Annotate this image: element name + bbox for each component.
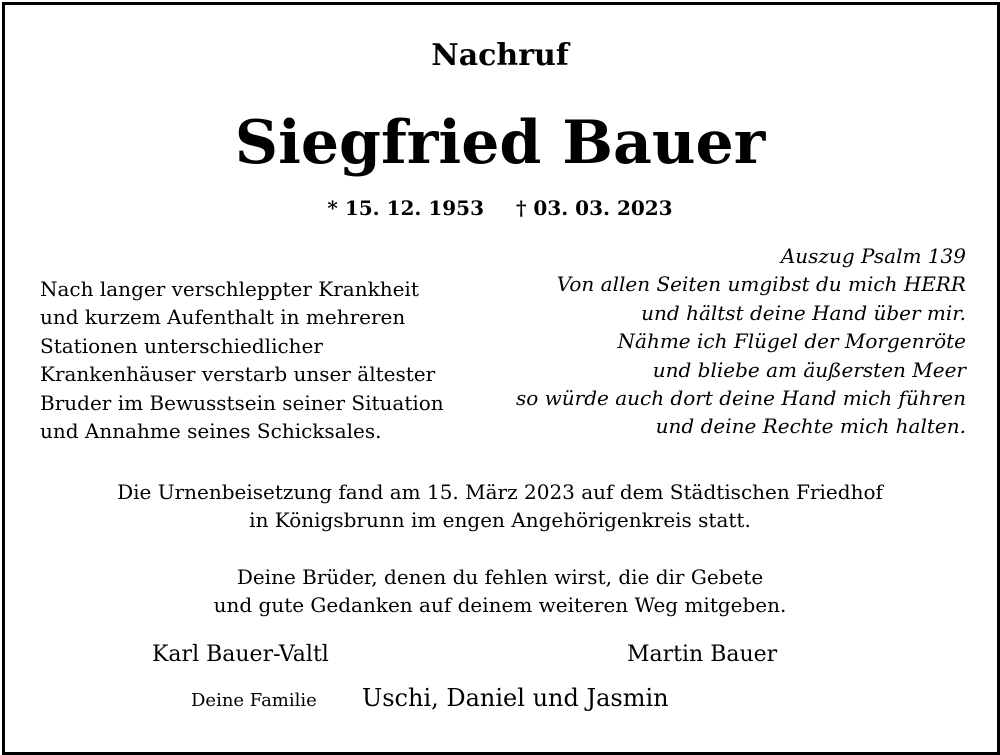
life-dates (0, 196, 1000, 220)
obituary-text (40, 275, 444, 445)
obituary-line: und kurzem Aufenthalt in mehreren (40, 305, 406, 330)
message-line: und gute Gedanken auf deinem weiteren Weg mitgeben. (213, 593, 787, 617)
obituary-line: und Annahme seines Schicksales. (40, 419, 382, 444)
death-date: † 03. 03. 2023 (516, 196, 673, 220)
psalm-quote (516, 242, 966, 441)
psalm-title: Auszug Psalm 139 (780, 244, 966, 268)
message-line: Deine Brüder, denen du fehlen wirst, die dir Gebete (236, 565, 764, 589)
signature-karl: Karl Bauer-Valtl (152, 642, 329, 667)
notice-heading: Nachruf (431, 38, 569, 73)
psalm-line: und bliebe am äußersten Meer (652, 357, 966, 382)
psalm-line: und hältst deine Hand über mir. (641, 300, 966, 325)
family-label: Deine Familie (191, 690, 317, 711)
birth-date: * 15. 12. 1953 (327, 196, 484, 220)
farewell-message (0, 563, 1000, 619)
obituary-line: Nach langer verschleppter Krankheit (40, 277, 419, 301)
deceased-name: Siegfried Bauer (234, 108, 766, 178)
burial-line: Die Urnenbeisetzung fand am 15. März 2023 auf dem Städtischen Friedhof (117, 480, 883, 504)
family-names: Uschi, Daniel und Jasmin (362, 684, 669, 712)
obituary-line: Bruder im Bewusstsein seiner Situation (40, 390, 444, 415)
psalm-line: Nähme ich Flügel der Morgenröte (617, 329, 966, 354)
psalm-line: und deine Rechte mich halten. (655, 414, 966, 439)
burial-info (0, 478, 1000, 534)
burial-line: in Königsbrunn im engen Angehörigenkreis statt. (249, 508, 751, 532)
obituary-line: Krankenhäuser verstarb unser ältester (40, 362, 436, 387)
signature-martin: Martin Bauer (627, 642, 778, 667)
psalm-line: so würde auch dort deine Hand mich führen (515, 386, 966, 411)
psalm-line: Von allen Seiten umgibst du mich HERR (556, 272, 966, 297)
obituary-line: Stationen unterschiedlicher (40, 333, 323, 358)
